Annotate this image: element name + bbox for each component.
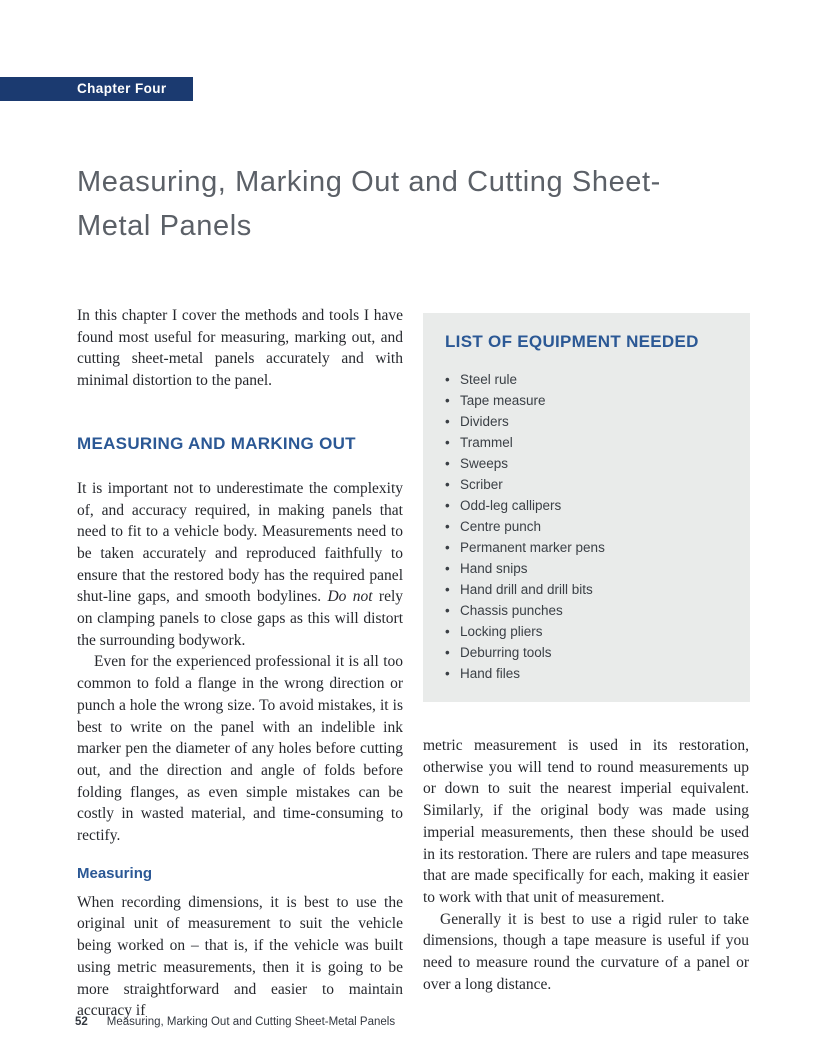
equipment-item: • Hand snips xyxy=(445,558,728,579)
right-column xyxy=(423,313,749,995)
subsection-heading-measuring: Measuring xyxy=(77,864,153,882)
equipment-item: • Steel rule xyxy=(445,369,728,390)
equipment-box-heading: LIST OF EQUIPMENT NEEDED xyxy=(445,332,699,351)
equipment-item: • Scriber xyxy=(445,474,728,495)
body-paragraph: Even for the experienced professional it is all too common to fold a flange in the wrong direction or punch a hole the wrong size. To avoid mistakes, it is best to write on the panel with an indelible ink marker pen the diameter of any holes before cutting out, and the direction and angle of folds before folding flanges, as even simple mistakes can be costly in wasted material, and time-consuming to rectify. xyxy=(77,653,403,845)
emphasized-text: Do not xyxy=(327,588,373,606)
equipment-list-box xyxy=(423,313,750,702)
body-paragraph xyxy=(77,478,403,652)
left-column xyxy=(77,305,403,1022)
paragraph-text: It is important not to underestimate the complexity of, and accuracy required, in making panels that need to fit to a vehicle body. Measurements need to be taken accurately and reproduced faithfully to ensure that the restored body has the required panel shut-line gaps, and smooth bodylines. xyxy=(77,479,403,606)
equipment-item: • Sweeps xyxy=(445,453,728,474)
intro-paragraph: In this chapter I cover the methods and tools I have found most useful for measuring, marking out, and cutting sheet-metal panels accurately and with minimal distortion to the panel. xyxy=(77,307,403,390)
equipment-item: • Dividers xyxy=(445,411,728,432)
equipment-list xyxy=(445,369,728,684)
equipment-item: • Permanent marker pens xyxy=(445,537,728,558)
page-number: 52 xyxy=(75,1016,88,1028)
equipment-item: • Deburring tools xyxy=(445,642,728,663)
equipment-item: • Chassis punches xyxy=(445,600,728,621)
equipment-item: • Tape measure xyxy=(445,390,728,411)
equipment-item: • Trammel xyxy=(445,432,728,453)
equipment-item: • Hand drill and drill bits xyxy=(445,579,728,600)
equipment-item: • Hand files xyxy=(445,663,728,684)
page-title: Measuring, Marking Out and Cutting Sheet-Metal Panels xyxy=(77,166,661,242)
section-heading-measuring-and-marking-out: MEASURING AND MARKING OUT xyxy=(77,433,356,453)
equipment-item: • Odd-leg callipers xyxy=(445,495,728,516)
body-paragraph: When recording dimensions, it is best to use the original unit of measurement to suit the vehicle being worked on – that is, if the vehicle was built using metric measurements, then it is going to be more straightforward and easier to maintain accuracy if xyxy=(77,893,403,1020)
body-paragraph: metric measurement is used in its restoration, otherwise you will tend to round measurements up or down to suit the nearest imperial equivalent. Similarly, if the original body was made using imperial measurements, then these should be used in its restoration. There are rulers and tape measures that are made specifically for each, making it easier to work with that unit of measurement. xyxy=(423,737,749,906)
equipment-item: • Locking pliers xyxy=(445,621,728,642)
body-paragraph: Generally it is best to use a rigid ruler to take dimensions, though a tape measure is useful if you need to measure round the curvature of a panel or over a long distance. xyxy=(423,910,749,993)
page-footer xyxy=(75,1016,395,1028)
equipment-item: • Centre punch xyxy=(445,516,728,537)
running-title: Measuring, Marking Out and Cutting Sheet-Metal Panels xyxy=(106,1016,396,1028)
paragraph-text: rely on clamping panels to close gaps as this will distort the surrounding bodywork. xyxy=(77,588,404,649)
chapter-banner: Chapter Four xyxy=(0,77,193,101)
